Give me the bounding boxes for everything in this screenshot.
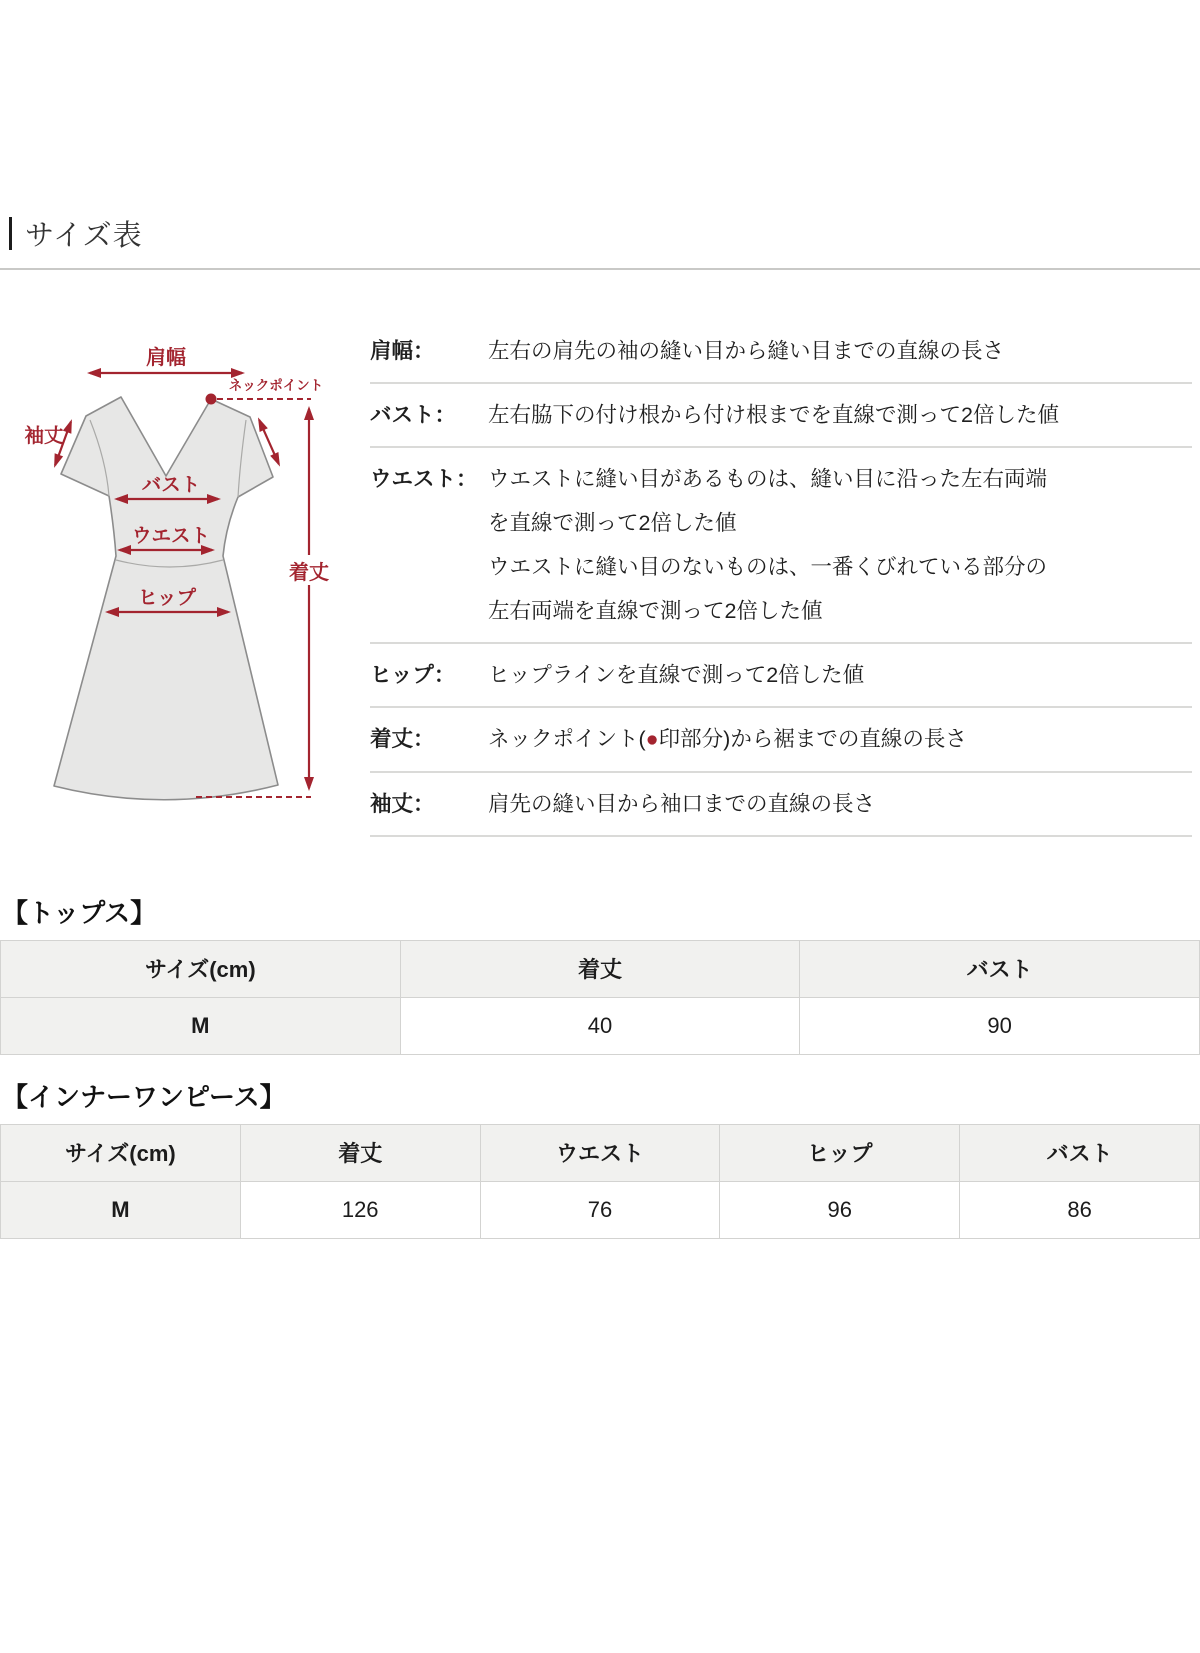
definition-row [370, 773, 1192, 837]
neck-point-dot-glyph: ● [645, 727, 659, 752]
neck-point-label: ネックポイント [228, 378, 324, 393]
waist-label: ウエスト [131, 525, 211, 547]
definition-term: ウエスト： [370, 467, 478, 492]
definition-row [370, 448, 1192, 644]
column-header: サイズ(cm) [1, 1124, 241, 1181]
table-header-row [1, 1124, 1200, 1181]
definition-term: 着丈： [370, 727, 435, 752]
value-cell: 90 [800, 997, 1200, 1054]
column-header: ウエスト [480, 1124, 720, 1181]
title-accent-bar [9, 217, 12, 250]
tops-size-table [0, 940, 1200, 1055]
value-cell: 126 [240, 1181, 480, 1238]
definition-line: を直線で測って2倍した値 [488, 511, 737, 536]
inner-onepiece-table-heading: 【インナーワンピース】 [2, 1081, 286, 1112]
size-tables-section [0, 893, 1200, 1239]
column-header: サイズ(cm) [1, 940, 401, 997]
definition-text-part: 印部分)から裾までの直線の長さ [658, 727, 967, 752]
inner-onepiece-table-block [0, 1077, 1200, 1239]
inner-onepiece-size-table [0, 1124, 1200, 1239]
definition-line: 左右両端を直線で測って2倍した値 [488, 599, 823, 624]
shoulder-width-label: 肩幅 [146, 347, 186, 369]
definition-row [370, 320, 1192, 384]
definition-text [488, 717, 1192, 761]
definition-text: 左右脇下の付け根から付け根までを直線で測って2倍した値 [488, 403, 1059, 428]
page-title: サイズ表 [25, 220, 143, 252]
definition-text: ヒップラインを直線で測って2倍した値 [488, 663, 865, 688]
dress-measurement-diagram [10, 320, 360, 820]
definition-line: ウエストに縫い目があるものは、縫い目に沿った左右両端 [488, 467, 1048, 492]
definition-row [370, 644, 1192, 708]
table-row [1, 1181, 1200, 1238]
length-label: 着丈 [289, 562, 329, 584]
arrowhead-icon [231, 368, 245, 378]
size-cell: M [1, 997, 401, 1054]
definition-text: 肩先の縫い目から袖口までの直線の長さ [488, 791, 876, 816]
measurement-definitions [370, 320, 1192, 837]
table-header-row [1, 940, 1200, 997]
definition-term: 袖丈： [370, 791, 435, 816]
column-header: ヒップ [720, 1124, 960, 1181]
arrowhead-icon [87, 368, 101, 378]
definition-term: ヒップ： [370, 663, 456, 688]
tops-table-heading: 【トップス】 [2, 897, 157, 928]
definition-line: ウエストに縫い目のないものは、一番くびれている部分の [488, 555, 1048, 580]
sleeve-length-label: 袖丈 [24, 425, 64, 447]
column-header: 着丈 [400, 940, 800, 997]
arrowhead-icon [304, 777, 314, 791]
section-title-row [0, 213, 1200, 254]
definition-text-part: ネックポイント( [488, 727, 646, 752]
definition-term: バスト： [370, 403, 457, 428]
arrowhead-icon [270, 452, 284, 468]
title-divider [0, 268, 1200, 270]
column-header: バスト [960, 1124, 1200, 1181]
definition-row [370, 384, 1192, 448]
arrowhead-icon [63, 418, 76, 434]
value-cell: 76 [480, 1181, 720, 1238]
definition-text: 左右の肩先の袖の縫い目から縫い目までの直線の長さ [488, 339, 1005, 363]
value-cell: 40 [400, 997, 800, 1054]
arrowhead-icon [254, 416, 268, 432]
neck-point-dot-icon [206, 394, 217, 405]
value-cell: 86 [960, 1181, 1200, 1238]
arrowhead-icon [50, 453, 63, 469]
arrowhead-icon [304, 406, 314, 420]
column-header: 着丈 [240, 1124, 480, 1181]
column-header: バスト [800, 940, 1200, 997]
measurement-section [0, 320, 1200, 837]
tops-table-block [0, 893, 1200, 1055]
definition-text [488, 457, 1192, 633]
bust-label: バスト [141, 474, 201, 496]
definition-term: 肩幅： [370, 339, 435, 363]
size-cell: M [1, 1181, 241, 1238]
hip-label: ヒップ [138, 587, 196, 609]
table-row [1, 997, 1200, 1054]
definition-row [370, 708, 1192, 772]
value-cell: 96 [720, 1181, 960, 1238]
